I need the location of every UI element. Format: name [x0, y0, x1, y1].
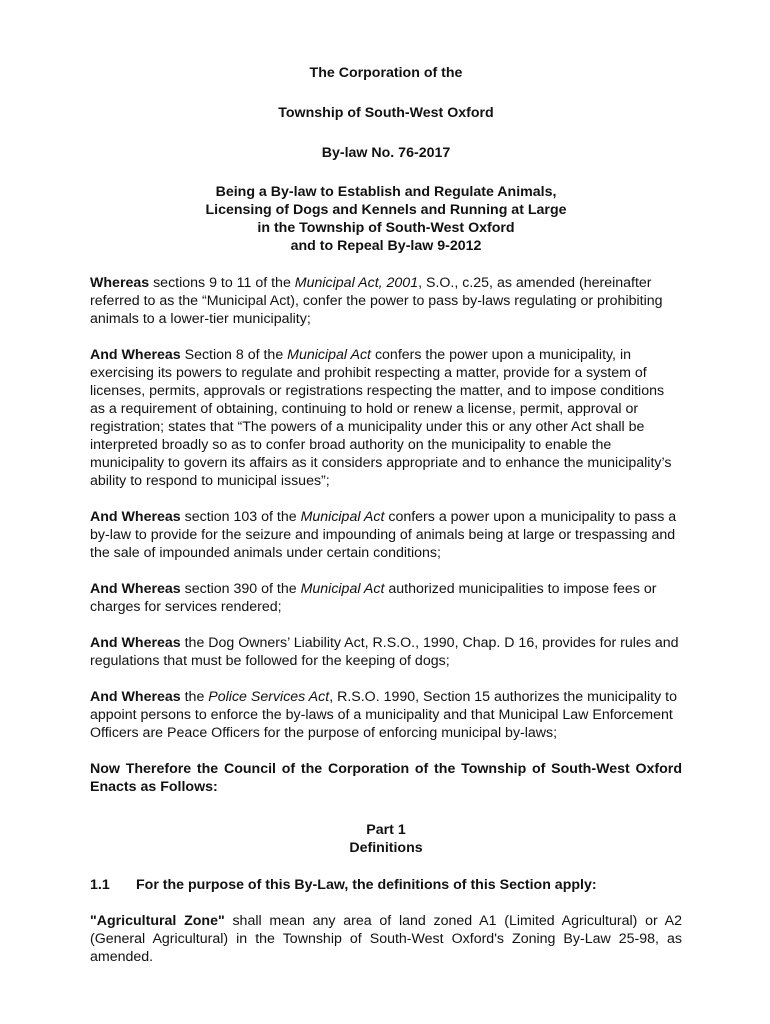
paragraph-text: Section 8 of the [180, 347, 288, 363]
act-name: Municipal Act, 2001 [294, 275, 419, 291]
act-name: Police Services Act [208, 689, 330, 705]
paragraph-text: section 103 of the [180, 509, 301, 525]
whereas-paragraph [90, 508, 682, 562]
paragraph-text: confers the power upon a municipality, in exercising its powers to regulate and prohibit respecting a matter, provide for a system of licenses, permits, approvals or registrations respecting the matter, and to impose conditions as a requirement of obtaining, continuing to hold or renew a license, permit, approval or registration; states that “The powers of a municipality under this or any other Act shall be interpreted broadly so as to confer broad authority on the municipality to enable the municipality to govern its affairs as it considers appropriate and to enhance the municipality’s ability to respond to municipal issues”; [90, 347, 672, 489]
paragraph-text: sections 9 to 11 of the [149, 275, 295, 291]
section-number: 1.1 [90, 877, 110, 893]
bylaw-number: By-law No. 76-2017 [321, 145, 451, 161]
whereas-lead: Whereas [90, 275, 150, 291]
bylaw-title-line: and to Repeal By-law 9-2012 [290, 238, 482, 254]
definition-text: shall mean any area of land zoned A1 (Limited Agricultural) or A2 (General Agricultural) in the Township of South-West Oxford's Zoning By-Law 25-98, as amended. [90, 913, 683, 965]
act-name: Municipal Act [287, 347, 371, 363]
whereas-paragraph [90, 346, 682, 490]
section-heading [90, 876, 682, 894]
bylaw-title-line: in the Township of South-West Oxford [257, 220, 515, 236]
whereas-lead: And Whereas [90, 635, 181, 651]
part-title: Definitions [349, 840, 423, 856]
whereas-lead: And Whereas [90, 347, 181, 363]
paragraph-text: the Dog Owners’ Liability Act, R.S.O., 1990, Chap. D 16, provides for rules and regulations that must be followed for the keeping of dogs; [90, 635, 679, 669]
whereas-lead: And Whereas [90, 689, 181, 705]
act-name: Municipal Act [300, 581, 385, 597]
whereas-lead: And Whereas [90, 581, 181, 597]
definition-term: "Agricultural Zone" [90, 913, 225, 929]
whereas-lead: And Whereas [90, 509, 181, 525]
bylaw-title [90, 183, 682, 255]
whereas-paragraph [90, 634, 682, 670]
whereas-paragraph [90, 688, 682, 742]
bylaw-title-line: Licensing of Dogs and Kennels and Running at Large [205, 202, 567, 218]
part-number: Part 1 [366, 822, 406, 838]
document-body [90, 64, 682, 966]
whereas-paragraph [90, 580, 682, 616]
paragraph-text: confers a power upon a municipality to pass a by-law to provide for the seizure and impounding of animals being at large or trespassing and the sale of impounded animals under certain conditions; [90, 509, 677, 561]
township-heading: Township of South-West Oxford [278, 105, 494, 121]
definition-paragraph [90, 912, 682, 966]
paragraph-text: authorized municipalities to impose fees or charges for services rendered; [90, 581, 657, 615]
paragraph-text: , R.S.O. 1990, Section 15 authorizes the municipality to appoint persons to enforce the by-laws of a municipality and that Municipal Law Enforcement Officers are Peace Officers for the purpose of enforcing municipal by-laws; [90, 689, 677, 741]
act-name: Municipal Act [300, 509, 385, 525]
part-heading [90, 821, 682, 857]
bylaw-title-line: Being a By-law to Establish and Regulate Animals, [215, 184, 557, 200]
paragraph-text: , S.O., c.25, as amended (hereinafter referred to as the “Municipal Act), confer the power to pass by-laws regulating or prohibiting animals to a lower-tier municipality; [90, 275, 663, 327]
paragraph-text: the [180, 689, 209, 705]
section-text: For the purpose of this By-Law, the definitions of this Section apply: [136, 877, 597, 893]
paragraph-text: section 390 of the [180, 581, 301, 597]
enacting-clause: Now Therefore the Council of the Corporation of the Township of South-West Oxford Enacts as Follows: [90, 761, 682, 795]
whereas-paragraph [90, 274, 682, 328]
corporation-heading: The Corporation of the [309, 65, 463, 81]
